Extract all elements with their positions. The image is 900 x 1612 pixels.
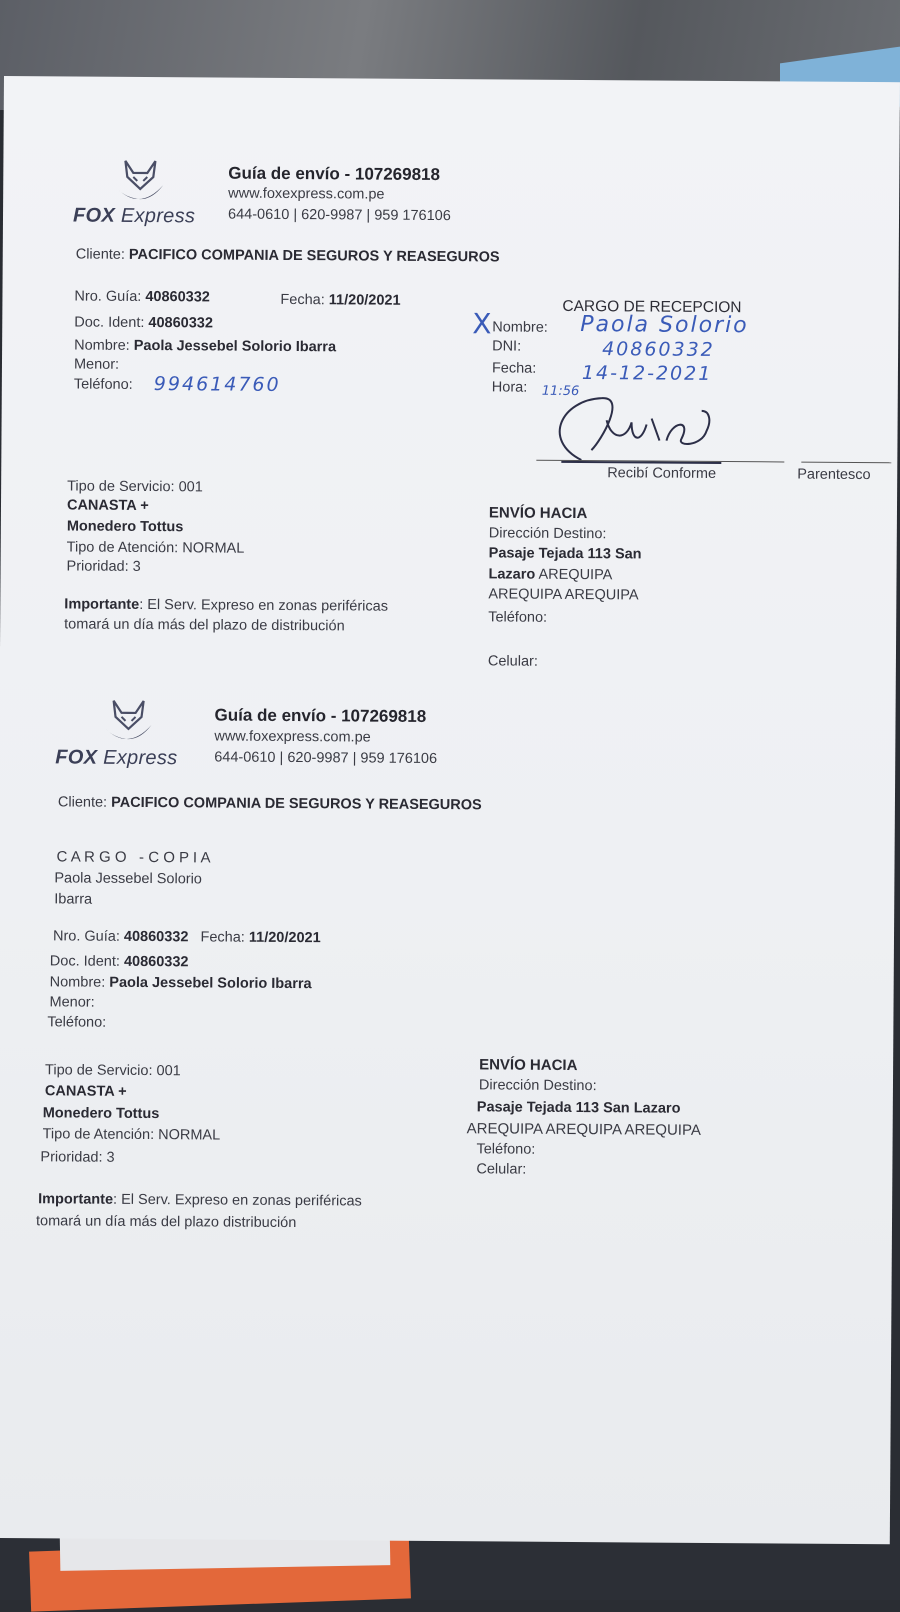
nombre-line: Nombre: Paola Jessebel Solorio Ibarra	[74, 337, 337, 356]
document-title: Guía de envío - 107269818	[214, 705, 427, 726]
recibi-conforme-label: Recibí Conforme	[607, 465, 717, 482]
cargo-dni-handwritten: 40860332	[602, 338, 715, 361]
monedero-label: Monedero Tottus	[42, 1105, 160, 1123]
cargo-x-mark: X	[472, 307, 492, 341]
phones-text: 644-0610 | 620-9987 | 959 176106	[214, 749, 438, 768]
copia-name-line-1: Paola Jessebel Solorio	[54, 870, 202, 888]
direccion-destino-label: Dirección Destino:	[488, 525, 607, 543]
brand-logo-text: FOX Express	[72, 204, 196, 228]
cargo-nombre-handwritten: Paola Solorio	[580, 312, 749, 339]
guia-line: Nro. Guía: 40860332 Fecha: 11/20/2021	[52, 928, 321, 947]
menor-label: Menor:	[73, 356, 120, 373]
cargo-nombre-label: Nombre:	[492, 319, 548, 336]
telefono-label: Teléfono:	[47, 1014, 107, 1031]
website-text: www.foxexpress.com.pe	[228, 185, 385, 203]
envio-hacia-title: ENVÍO HACIA	[479, 1056, 578, 1075]
direccion-line-2: Lazaro AREQUIPA	[488, 566, 613, 584]
copia-name-line-2: Ibarra	[54, 891, 93, 908]
document-title: Guía de envío - 107269818	[228, 163, 441, 185]
envio-telefono-label: Teléfono:	[476, 1141, 536, 1158]
direccion-destino-label: Dirección Destino:	[478, 1077, 597, 1095]
envio-celular-label: Celular:	[487, 653, 538, 670]
direccion-line-1: Pasaje Tejada 113 San Lazaro	[476, 1099, 681, 1117]
website-text: www.foxexpress.com.pe	[214, 728, 371, 746]
direccion-line-2: AREQUIPA AREQUIPA AREQUIPA	[466, 1120, 701, 1139]
shipping-document	[0, 76, 900, 1544]
cargo-hora-handwritten: 11:56	[541, 383, 580, 400]
doc-ident-line: Doc. Ident: 40860332	[49, 953, 189, 971]
telefono-label: Teléfono:	[73, 376, 133, 393]
prioridad: Prioridad: 3	[66, 558, 141, 575]
guia-line: Nro. Guía: 40860332	[74, 288, 210, 306]
importante-line-2: tomará un día más del plazo distribución	[35, 1213, 297, 1232]
client-line: Cliente: PACIFICO COMPANIA DE SEGUROS Y REASEGUROS	[57, 794, 482, 814]
fecha-line: Fecha: 11/20/2021	[280, 291, 401, 309]
phones-text: 644-0610 | 620-9987 | 959 176106	[227, 206, 451, 225]
cargo-copia-label: C A R G O - C O P I A	[56, 848, 211, 867]
parentesco-line	[801, 462, 891, 464]
tipo-atencion: Tipo de Atención: NORMAL	[42, 1126, 221, 1144]
monedero-label: Monedero Tottus	[66, 518, 184, 536]
cargo-dni-label: DNI:	[492, 338, 522, 355]
direccion-line-3: AREQUIPA AREQUIPA	[488, 586, 639, 604]
envio-celular-label: Celular:	[476, 1161, 527, 1178]
client-line: Cliente: PACIFICO COMPANIA DE SEGUROS Y REASEGUROS	[75, 246, 500, 266]
brand-logo-text: FOX Express	[55, 746, 178, 770]
prioridad: Prioridad: 3	[40, 1149, 115, 1166]
envio-telefono-label: Teléfono:	[488, 609, 548, 626]
cargo-fecha-handwritten: 14-12-2021	[581, 362, 713, 385]
canasta-label: CANASTA +	[66, 497, 149, 515]
cargo-title: CARGO DE RECEPCION	[562, 297, 742, 317]
telefono-handwritten: 994614760	[153, 373, 281, 396]
importante-line-1: Importante: El Serv. Expreso en zonas periféricas	[64, 596, 389, 615]
tipo-atencion: Tipo de Atención: NORMAL	[66, 539, 245, 557]
nombre-line: Nombre: Paola Jessebel Solorio Ibarra	[49, 974, 312, 993]
menor-label: Menor:	[49, 994, 95, 1011]
importante-line-2: tomará un día más del plazo de distribución	[64, 616, 345, 635]
fox-logo-icon	[99, 695, 157, 747]
tipo-servicio: Tipo de Servicio: 001	[67, 478, 203, 496]
direccion-line-1: Pasaje Tejada 113 San	[488, 545, 642, 563]
parentesco-label: Parentesco	[797, 466, 871, 484]
envio-hacia-title: ENVÍO HACIA	[488, 504, 588, 523]
cargo-fecha-label: Fecha:	[491, 360, 537, 377]
doc-ident-line: Doc. Ident: 40860332	[74, 314, 214, 332]
canasta-label: CANASTA +	[44, 1083, 127, 1100]
cargo-hora-label: Hora:	[491, 379, 528, 396]
importante-line-1: Importante: El Serv. Expreso en zonas periféricas	[38, 1191, 362, 1210]
signature-icon	[531, 380, 732, 471]
fox-logo-icon	[111, 155, 169, 207]
tipo-servicio: Tipo de Servicio: 001	[45, 1062, 181, 1080]
